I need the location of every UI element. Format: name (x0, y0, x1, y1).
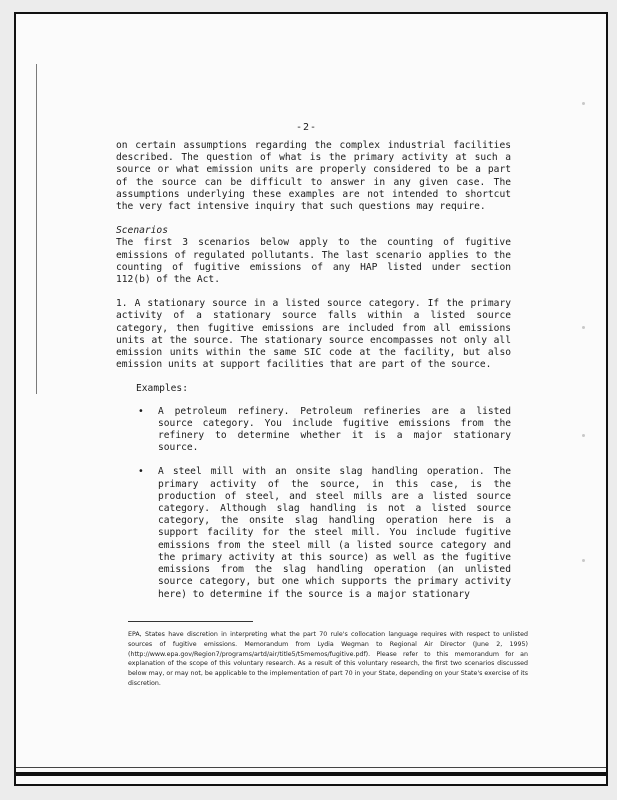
intro-paragraph: on certain assumptions regarding the complex industrial facilities described. The question of what is the primary activity at such a source or what emission units are properly considered to be a part of the source can be difficult to answer in any given case. The assumptions underlying these examples are not intended to shortcut the very fact intensive inquiry that such questions may require. (116, 140, 511, 213)
examples-label: Examples: (136, 383, 188, 395)
scan-speck (582, 434, 585, 437)
example-text: A petroleum refinery. Petroleum refineries are a listed source category. You include fugitive emissions from the refinery to determine whether it is a major stationary source. (158, 405, 511, 454)
body-text (116, 140, 511, 613)
scan-artifact-bar (16, 772, 606, 776)
scan-speck (582, 326, 585, 329)
bullet-icon: • (138, 405, 144, 417)
scenarios-paragraph: The first 3 scenarios below apply to the counting of fugitive emissions of regulated pollutants. The last scenario applies to the counting of fugitive emissions of any HAP listed under section 112(b) of the Act. (116, 237, 511, 286)
list-item (138, 466, 511, 600)
document-page (14, 12, 608, 786)
examples-list (116, 406, 511, 601)
scan-speck (582, 102, 585, 105)
footnote: EPA, States have discretion in interpreting what the part 70 rule's collocation language requires with respect to unlisted sources of fugitive emissions. Memorandum from Lydia Wegman to Regional Air Director (June 2, 1995) (http://www.epa.gov/Region7/programs/artd/air/title5/t5memos/fugitive.pdf). Please refer to this memorandum for an explanation of the scope of this voluntary research. As a result of this voluntary research, the first two scenarios discussed below may, or may not, be applicable to the implementation of part 70 in your State, depending on your State's exercise of its discretion. (128, 631, 528, 687)
bullet-icon: • (138, 466, 144, 478)
scan-artifact-bar (16, 767, 606, 768)
scenario-1-paragraph: 1. A stationary source in a listed source category. If the primary activity of a stationary source falls within a listed source category, then fugitive emissions are included from all emissions units at the source. The stationary source encompasses not only all emission units within the same SIC code at the facility, but also emission units at support facilities that are part of the source. (116, 298, 511, 371)
scan-artifact-line (36, 64, 37, 394)
list-item (138, 406, 511, 455)
scenarios-heading: Scenarios (116, 225, 168, 237)
scan-speck (582, 559, 585, 562)
footnote-divider (128, 621, 253, 622)
example-text: A steel mill with an onsite slag handling operation. The primary activity of the source, in this case, is the production of steel, and steel mills are a listed source category. Although slag handling is not a listed source category, the onsite slag handling operation here is a support facility for the steel mill. You include fugitive emissions from the steel mill (a listed source category and the primary activity at this source) as well as the fugitive emissions from the slag handling operation (an unlisted source category, but one which supports the primary activity here) to determine if the source is a major stationary (158, 466, 511, 600)
page-number: -2- (296, 122, 318, 133)
